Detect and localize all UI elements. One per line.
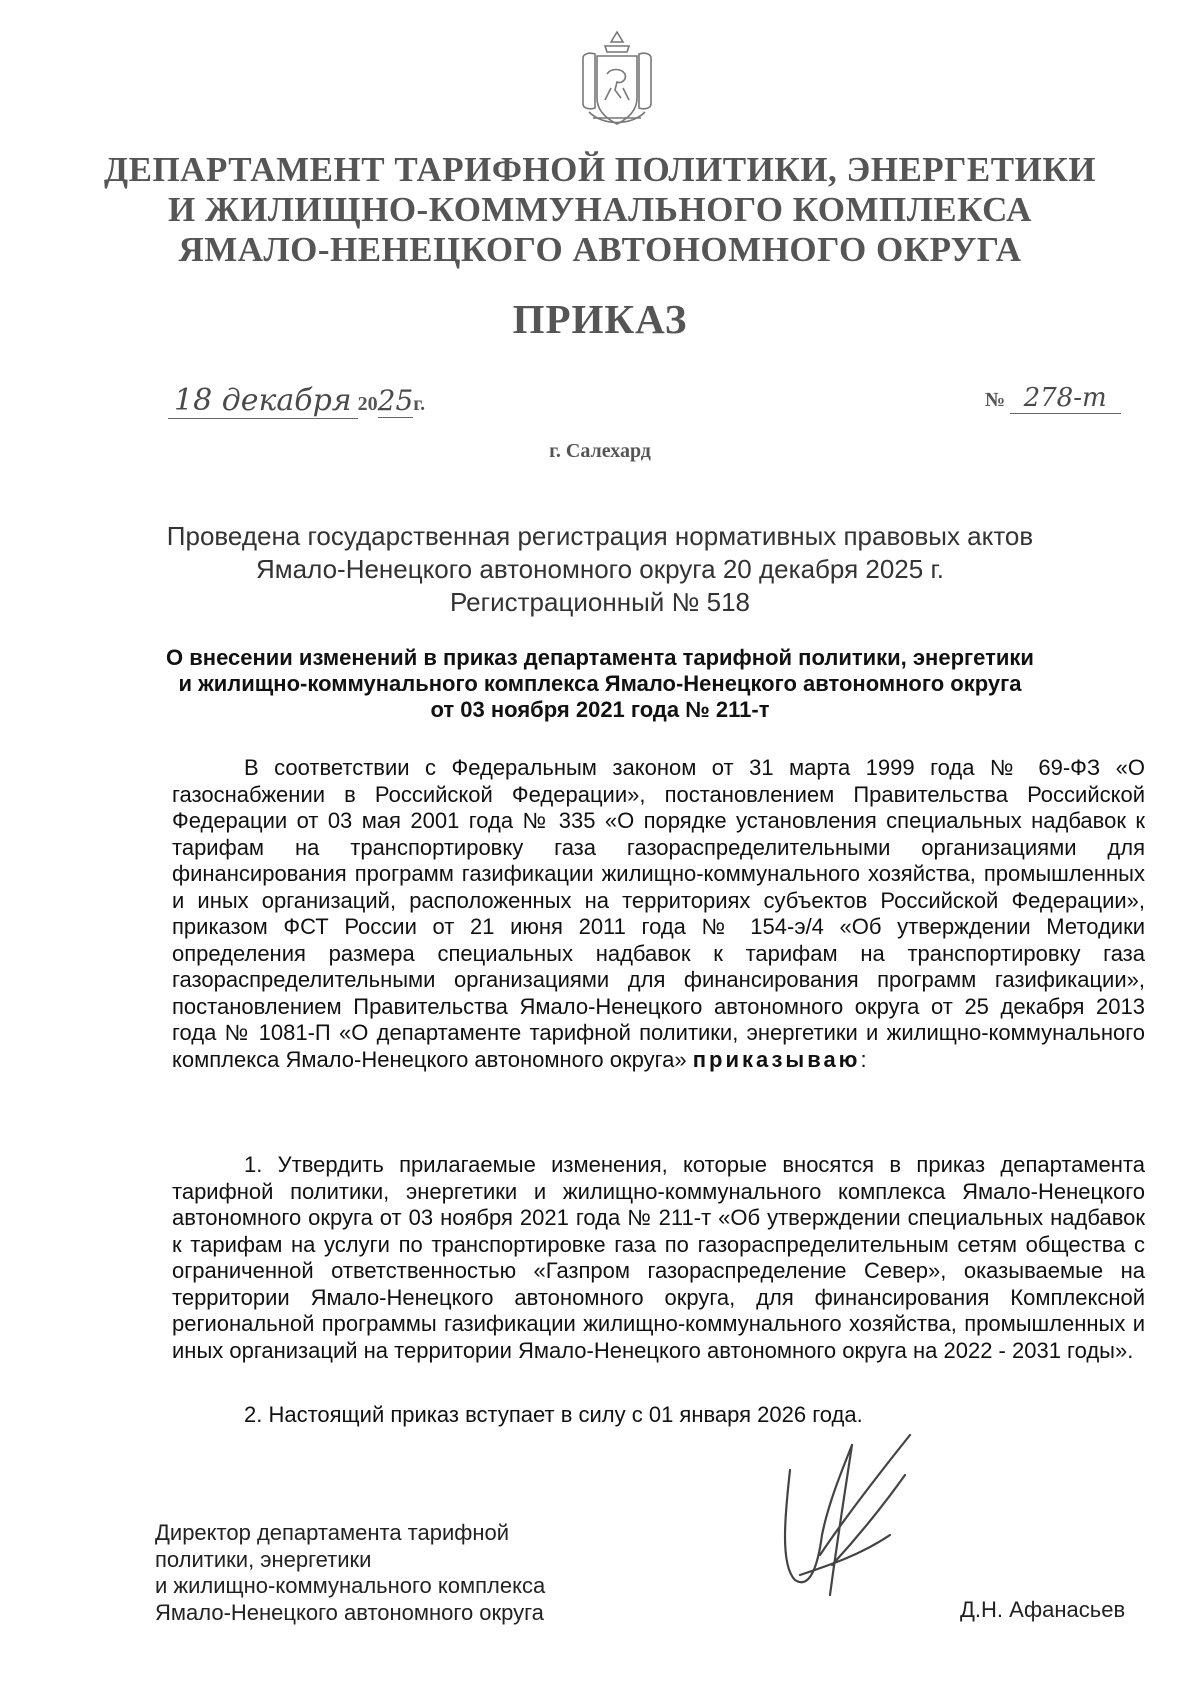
order-subject [100, 645, 1100, 723]
city: г. Салехард [549, 440, 651, 462]
signer-name: Д.Н. Афанасьев [960, 1597, 1126, 1622]
signer-position [155, 1520, 545, 1626]
preamble-paragraph [172, 755, 1145, 1073]
signer-position-line-1: Директор департамента тарифной [155, 1520, 510, 1545]
coat-of-arms-emblem [575, 28, 659, 132]
order-word: приказываю [692, 1046, 861, 1072]
registration-line-3: Регистрационный № 518 [449, 587, 750, 617]
order-number [985, 383, 1121, 414]
number-label: № [985, 389, 1006, 411]
registration-note [100, 520, 1100, 619]
subject-line-1: О внесении изменений в приказ департамента тарифной политики, энергетики [166, 645, 1034, 670]
item-1-paragraph [172, 1152, 1145, 1364]
year-suffix: г. [413, 393, 426, 415]
signer-position-line-3: и жилищно-коммунального комплекса [155, 1573, 546, 1598]
year-prefix: 20 [357, 393, 378, 415]
signer-position-line-4: Ямало-Ненецкого автономного округа [155, 1599, 544, 1625]
preamble-text: В соответствии с Федеральным законом от 31 марта 1999 года № 69-ФЗ «О газоснабжении в Российской Федерации», постановлением Правительства Российской Федерации от 03 мая 2001 года № 335 «О порядке установления специальных надбавок к тарифам на транспортировку газа газораспределительными организациями для финансирования программ газификации жилищно-коммунального хозяйства, промышленных и иных организаций, расположенных на территориях субъектов Российской Федерации», приказом ФСТ России от 21 июня 2011 года № 154-э/4 «Об утверждении Методики определения размера специальных надбавок к тарифам на транспортировку газа газораспределительными организациями для финансирования программ газификации», постановлением Правительства Ямало-Ненецкого автономного округа от 25 декабря 2013 года № 1081-П «О департаменте тарифной политики, энергетики и жилищно-коммунального комплекса Ямало-Ненецкого автономного округа» [172, 755, 1145, 1072]
registration-line-2: Ямало-Ненецкого автономного округа 20 декабря 2025 г. [256, 554, 944, 584]
item-2-text: 2. Настоящий приказ вступает в силу с 01 января 2026 года. [244, 1402, 863, 1427]
department-line-2: И ЖИЛИЩНО-КОММУНАЛЬНОГО КОМПЛЕКСА [168, 190, 1032, 229]
subject-line-2: и жилищно-коммунального комплекса Ямало-Ненецкого автономного округа [178, 671, 1022, 696]
registration-line-1: Проведена государственная регистрация нормативных правовых актов [166, 521, 1034, 551]
date-line [168, 383, 425, 423]
department-header [100, 150, 1100, 270]
department-line-1: ДЕПАРТАМЕНТ ТАРИФНОЙ ПОЛИТИКИ, ЭНЕРГЕТИКИ [104, 150, 1096, 189]
order-colon: : [860, 1046, 867, 1072]
subject-line-3: от 03 ноября 2021 года № 211-т [430, 697, 770, 722]
handwritten-signature [760, 1415, 970, 1625]
department-line-3: ЯМАЛО-НЕНЕЦКОГО АВТОНОМНОГО ОКРУГА [178, 230, 1022, 269]
item-2-paragraph [172, 1402, 1145, 1429]
item-1-text: 1. Утвердить прилагаемые изменения, которые вносятся в приказ департамента тарифной политики, энергетики и жилищно-коммунального комплекса Ямало-Ненецкого автономного округа от 03 ноября 2021 года № 211-т «Об утверждении специальных надбавок к тарифам на услуги по транспортировке газа по газораспределительным сетям общества с ограниченной ответственностью «Газпром газораспределение Север», оказываемые на территории Ямало-Ненецкого автономного округа, для финансирования Комплексной региональной программы газификации жилищно-коммунального хозяйства, промышленных и иных организаций на территории Ямало-Ненецкого автономного округа на 2022 - 2031 годы». [172, 1152, 1145, 1363]
document-type-title: ПРИКАЗ [512, 296, 688, 342]
number-handwritten: 278-т [1010, 383, 1121, 414]
signer-position-line-2: политики, энергетики [155, 1546, 372, 1572]
year-handwritten: 25 [377, 384, 414, 417]
date-handwritten: 18 декабря [168, 383, 358, 419]
